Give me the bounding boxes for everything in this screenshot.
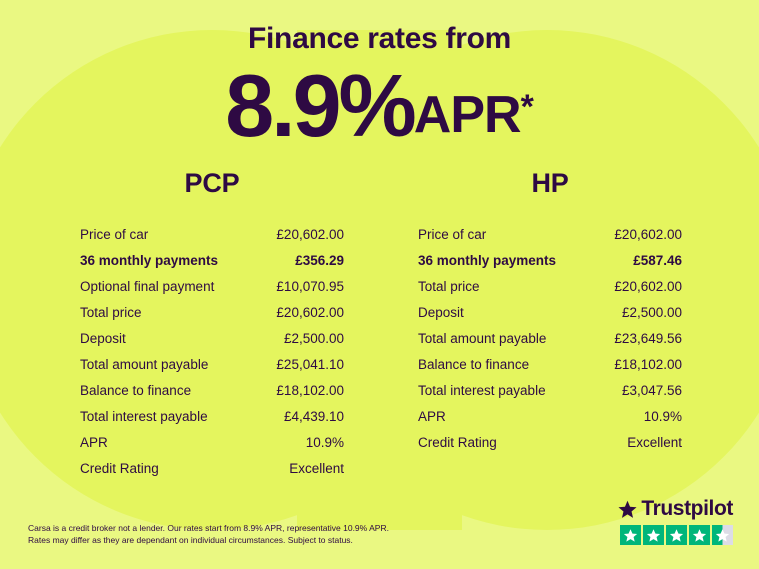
finance-rows-hp <box>414 221 686 455</box>
finance-row-label: Total price <box>80 304 142 320</box>
finance-row-label: Optional final payment <box>80 278 215 294</box>
trustpilot-star-icon <box>618 500 637 519</box>
finance-row-value: £356.29 <box>295 252 344 268</box>
headline-rate-unit: APR <box>413 86 521 144</box>
finance-row-value: £25,041.10 <box>276 356 344 372</box>
finance-row-value: £20,602.00 <box>614 278 682 294</box>
finance-row-value: £20,602.00 <box>614 226 682 242</box>
finance-row-label: 36 monthly payments <box>418 252 557 268</box>
finance-row-label: Balance to finance <box>80 382 192 398</box>
finance-row-label: Credit Rating <box>80 460 159 476</box>
finance-row-label: Total amount payable <box>80 356 209 372</box>
legal-disclaimer <box>28 522 458 548</box>
finance-row-value: £10,070.95 <box>276 278 344 294</box>
finance-row-value: £18,102.00 <box>614 356 682 372</box>
trustpilot-star-full <box>620 525 641 545</box>
trustpilot-wordmark: Trustpilot <box>641 497 733 520</box>
finance-row <box>414 351 686 377</box>
trustpilot-star-full <box>689 525 710 545</box>
finance-row-label: Balance to finance <box>418 356 530 372</box>
finance-row <box>414 299 686 325</box>
finance-row-value: £2,500.00 <box>621 304 682 320</box>
finance-row-value: £20,602.00 <box>276 304 344 320</box>
headline-rate <box>0 56 759 155</box>
finance-row-label: Price of car <box>418 226 487 242</box>
finance-rows-pcp <box>76 221 348 481</box>
finance-row-label: Total price <box>418 278 480 294</box>
finance-row <box>76 221 348 247</box>
finance-row-label: Total amount payable <box>418 330 547 346</box>
finance-column-pcp <box>76 168 348 481</box>
finance-row-label: Credit Rating <box>418 434 497 450</box>
trustpilot-rating <box>618 497 733 545</box>
finance-row-label: 36 monthly payments <box>80 252 219 268</box>
finance-row <box>414 247 686 273</box>
column-title-pcp: PCP <box>184 168 240 198</box>
finance-row-value: £3,047.56 <box>621 382 682 398</box>
asterisk-marker: * <box>520 88 534 126</box>
finance-row <box>76 455 348 481</box>
finance-row-label: Price of car <box>80 226 149 242</box>
finance-row <box>76 351 348 377</box>
finance-row-label: Deposit <box>80 330 126 346</box>
headline-rate-number: 8.9% <box>225 56 414 155</box>
finance-row-value: £18,102.00 <box>276 382 344 398</box>
finance-row-label: APR <box>418 408 446 424</box>
finance-row-value: 10.9% <box>643 408 682 424</box>
finance-row <box>76 377 348 403</box>
finance-row-value: £2,500.00 <box>283 330 344 346</box>
trustpilot-star-full <box>666 525 687 545</box>
finance-row-value: £23,649.56 <box>614 330 682 346</box>
trustpilot-star-full <box>643 525 664 545</box>
finance-row-label: Total interest payable <box>80 408 208 424</box>
finance-row <box>76 429 348 455</box>
finance-row-value: Excellent <box>289 460 344 476</box>
column-title-hp: HP <box>531 168 569 198</box>
legal-line-1: Carsa is a credit broker not a lender. Our rates start from 8.9% APR, representative 10.9% APR. <box>28 522 389 533</box>
finance-row <box>414 221 686 247</box>
finance-row-value: 10.9% <box>305 434 344 450</box>
finance-row-label: APR <box>80 434 108 450</box>
finance-row-value: £587.46 <box>633 252 682 268</box>
finance-row-value: £4,439.10 <box>283 408 344 424</box>
finance-row <box>414 273 686 299</box>
finance-row <box>414 377 686 403</box>
finance-row-label: Deposit <box>418 304 464 320</box>
finance-row <box>76 273 348 299</box>
finance-row <box>414 403 686 429</box>
page-title: Finance rates from <box>247 22 512 55</box>
trustpilot-logo <box>618 497 733 521</box>
trustpilot-star-boxes <box>618 525 733 545</box>
finance-row <box>414 429 686 455</box>
finance-row <box>76 299 348 325</box>
finance-row-value: Excellent <box>627 434 682 450</box>
finance-column-hp <box>414 168 686 455</box>
finance-row-label: Total interest payable <box>418 382 546 398</box>
finance-row <box>414 325 686 351</box>
finance-row <box>76 325 348 351</box>
finance-row <box>76 403 348 429</box>
legal-line-2: Rates may differ as they are dependant on individual circumstances. Subject to status. <box>28 535 353 546</box>
trustpilot-star-half <box>712 525 733 545</box>
finance-row-value: £20,602.00 <box>276 226 344 242</box>
finance-row <box>76 247 348 273</box>
